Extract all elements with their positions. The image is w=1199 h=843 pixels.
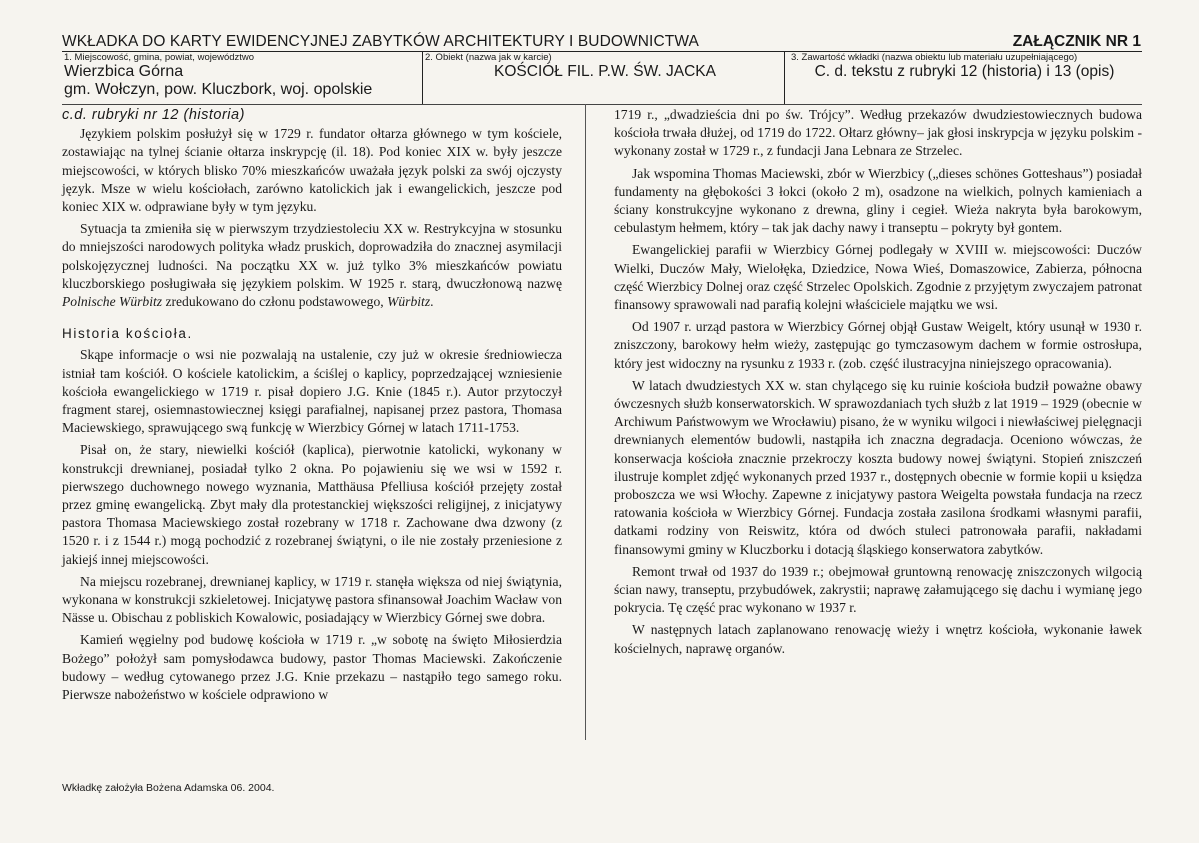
object-value: KOŚCIÓŁ FIL. P.W. ŚW. JACKA <box>494 63 716 80</box>
history-heading: Historia kościoła. <box>62 326 193 342</box>
paragraph: W następnych latach zaplanowano renowację wieży i wnętrz kościoła, wykonanie ławek kościelnych, naprawę organów. <box>614 622 1142 656</box>
paragraph: Kamień węgielny pod budowę kościoła w 1719 r. „w sobotę na święto Miłosierdzia Bożego” położył sam pomysłodawca budowy, pastor Thomas Maciewski. Zakończenie budowy – według cytowanego przez J.G. Knie przekazu – nastąpiło tego samego roku. Pierwsze nabożeństwo w kościele odprawiono w <box>62 632 562 703</box>
paragraph: W latach dwudziestych XX w. stan chylącego się ku ruinie kościoła budził poważne obawy ówczesnych służb konserwatorskich. W sprawozdaniach tych służb z lat 1919 – 1929 (obecnie w Archiwum Państwowym we Wrocławiu) pisano, że w wyniku wilgoci i niewłaściwej pielęgnacji drewnianych elementów budowli, nastąpiła ich znaczna degradacja. Oceniono wówczas, że konserwacja kościoła znacznie przekroczy koszta budowy nowej świątyni. Stopień zniszczeń ilustruje komplet zdjęć wykonanych przed 1937 r., dostępnych obecnie w formie kopii u księdza proboszcza we wsi Włochy. Zapewne z inicjatywy pastora Weigelta powstała fundacja na rzecz ratowania kościoła w Wierzbicy Górnej. Fundacja została zasilona środkami własnymi parafii, datkami rodziny von Reiswitz, która od dwóch stuleci patronowała parafii, nakładami finansowymi gminy w Kluczborku i dotacją śląskiego konserwatora zabytków. <box>614 377 1142 557</box>
paragraph: Pisał on, że stary, niewielki kościół (kaplica), pierwotnie katolicki, wykonany w konstrukcji drewnianej, posiadał tylko 2 okna. Po pojawieniu się we wsi w 1592 r. pierwszego duchownego nowego wyznania, Matthäusa Pfelliusa kościół przejęty został przez gminę ewangelicką. Zbyt mały dla protestanckiej większości religijnej, z inicjatywy pastora Thomasa Maciewskiego został rozebrany w 1718 r. Zachowane dwa dzwony (z 1520 r. i z 1544 r.) mogą pochodzić z rozebranej świątyni, o ile nie zostały przeniesione z jakiejś innej miejscowości. <box>62 442 562 567</box>
paragraph-text: zredukowano do członu podstawowego, <box>162 294 388 310</box>
location-value-line2: gm. Wołczyn, pow. Kluczbork, woj. opolskie <box>64 81 373 98</box>
location-field <box>62 52 422 104</box>
paragraph-text: . <box>430 294 434 310</box>
annex-number: ZAŁĄCZNIK NR 1 <box>1012 33 1141 50</box>
header-fields-table <box>62 51 1142 105</box>
paragraph: Językiem polskim posłużył się w 1729 r. fundator ołtarza głównego w tym kościele, zostawiając na tylnej ścianie ołtarza inskrypcję (il. 18). Pod koniec XIX w. były jeszcze miejscowości, w których blisko 70% mieszkańców uważała język polski za swój ojczysty język. Msze w wielu kościołach, zarówno katolickich jak i ewangelickich, jeszcze pod koniec XIX w. odprawiane były w tym języku. <box>62 126 562 215</box>
left-column <box>62 106 562 708</box>
location-value-line1: Wierzbica Górna <box>64 63 184 80</box>
content-value: C. d. tekstu z rubryki 12 (historia) i 13 (opis) <box>814 63 1115 80</box>
paragraph <box>62 220 562 311</box>
historic-name: Polnische Würbitz <box>62 294 163 310</box>
paragraph: 1719 r., „dwadzieścia dni po św. Trójcy”. Według przekazów dwudziestowiecznych budowa kościoła trwała dłużej, od 1719 do 1722. Ołtarz główny– jak głosi inskrypcja w języku polskim - wykonany został w 1729 r., z fundacji Jana Lebnara ze Strzelec. <box>614 107 1142 159</box>
location-label: 1. Miejscowość, gmina, powiat, województwo <box>64 52 255 63</box>
section-heading: c.d. rubryki nr 12 (historia) <box>62 107 245 123</box>
content-label: 3. Zawartość wkładki (nazwa obiektu lub materiału uzupełniającego) <box>791 52 1078 63</box>
right-column <box>614 106 1142 662</box>
document-title: WKŁADKA DO KARTY EWIDENCYJNEJ ZABYTKÓW ARCHITEKTURY I BUDOWNICTWA <box>62 33 699 50</box>
author-footer: Wkładkę założyła Bożena Adamska 06. 2004. <box>62 782 275 794</box>
paragraph: Skąpe informacje o wsi nie pozwalają na ustalenie, czy już w okresie średniowiecza istniał tam kościół. O kościele katolickim, a ściślej o kaplicy, poprzedzającej wzniesienie kościoła ewangelickiego w 1719 r. pisał dopiero J.G. Knie (1845 r.). Autor przytoczył fragment starej, osiemnastowiecznej księgi parafialnej, napisanej przez pastora, Thomasa Maciewskiego, sprawującego swą funkcję w Wierzbicy Górnej w latach 1711-1753. <box>62 347 562 436</box>
reduced-name: Würbitz <box>387 294 431 310</box>
paragraph: Remont trwał od 1937 do 1939 r.; obejmował gruntowną renowację zniszczonych wilgocią ścian nawy, transeptu, przybudówek, zakrystii; naprawę załamującego się dachu i wymianę jego pokrycia. Tę część prac wykonano w 1937 r. <box>614 563 1142 616</box>
content-field <box>784 52 1142 104</box>
paragraph-text: Sytuacja ta zmieniła się w pierwszym trzydziestoleciu XX w. Restrykcyjna w stosunku do mniejszości narodowych polityka władz pruskich, doprowadziła do znacznej asymilacji polskojęzycznej ludności. Na początku XX w. już tylko 3% mieszkańców powiatu kluczborskiego posługiwała się językiem polskim. W 1925 r. starą, dwuczłonową nazwę <box>62 221 562 291</box>
column-divider <box>585 104 586 740</box>
paragraph: Ewangelickiej parafii w Wierzbicy Górnej podlegały w XVIII w. miejscowości: Duczów Wielki, Duczów Mały, Wielołęka, Dziedzice, Nowa Wieś, Domaszowice, Zabierza, północna część Wierzbicy Dolnej oraz część Strzelec Opolskich. Zgodnie z przyjętym zwyczajem patronat finansowy sprawowali nad parafią kolejni właściciele majątku we wsi. <box>614 242 1142 313</box>
paragraph: Od 1907 r. urząd pastora w Wierzbicy Górnej objął Gustaw Weigelt, który usunął w 1930 r. zniszczony, barokowy hełm wieży, zastępując go tymczasowym dachem w formie ostrosłupa, który jest widoczny na rysunku z 1933 r. (zob. część ilustracyjna niniejszego opracowania). <box>614 319 1142 371</box>
paragraph: Jak wspomina Thomas Maciewski, zbór w Wierzbicy („dieses schönes Gotteshaus”) posiadał fundamenty na głębokości 3 łokci (około 2 m), osadzone na wielkich, polnych kamieniach a ściany konstrukcyjne wykonano z drewna, gliny i cegieł. Wieża nakryta była barokowym, cebulastym hełmem, który – tak jak dachy nawy i transeptu – pokryty był gontem. <box>614 165 1142 236</box>
object-field <box>422 52 785 104</box>
paragraph: Na miejscu rozebranej, drewnianej kaplicy, w 1719 r. stanęła większa od niej świątynia, wykonana w konstrukcji szkieletowej. Inicjatywę pastora sfinansował Joachim Wacław von Nässe u. Obischau z pobliskich Kowalowic, posiadający w Wierzbicy Górnej swe dobra. <box>62 573 562 626</box>
object-label: 2. Obiekt (nazwa jak w karcie) <box>425 52 552 63</box>
